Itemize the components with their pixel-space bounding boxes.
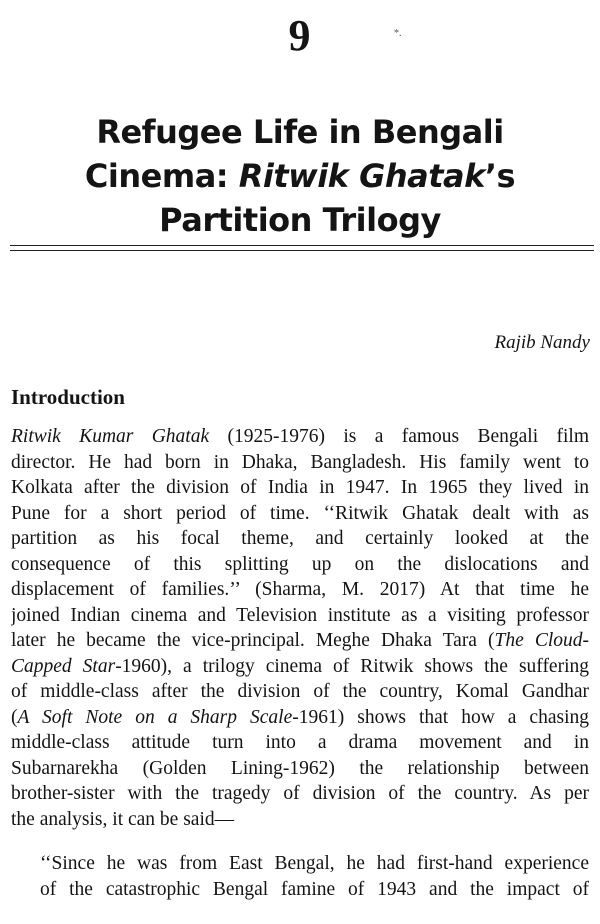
paragraph-line: partition as his focal theme, and certainly looked at the — [11, 528, 589, 549]
paragraph-line: Subarnarekha (Golden Lining-1962) the relationship between — [11, 757, 589, 779]
quote-line: of the catastrophic Bengal famine of 1943 and the impact of — [40, 879, 589, 900]
title-line-1: Refugee Life in Bengali — [96, 113, 504, 151]
paragraph-line: of middle-class after the division of the country, Komal Gandhar — [11, 681, 589, 702]
paragraph-line: the analysis, it can be said— — [11, 808, 235, 830]
print-speck: *. — [394, 28, 402, 39]
paragraph-line: Ritwik Kumar Ghatak (1925-1976) is a famous Bengali film — [11, 426, 589, 447]
chapter-number: 9 — [288, 11, 312, 60]
section-heading: Introduction — [11, 385, 125, 409]
title-line-2: Cinema: Ritwik Ghatak’s — [84, 157, 516, 195]
title-italic-name: Ritwik Ghatak — [238, 157, 485, 195]
chapter-title — [0, 110, 600, 242]
paragraph-line: joined Indian cinema and Television institute as a visiting professor — [11, 604, 589, 626]
quote-line: ‘‘Since he was from East Bengal, he had first-hand experience — [40, 853, 589, 874]
paragraph-line: Pune for a short period of time. ‘‘Ritwik Ghatak dealt with as — [11, 502, 589, 524]
title-rule-top — [10, 245, 594, 246]
title-rule-bottom — [10, 250, 594, 251]
paragraph-line: Capped Star-1960), a trilogy cinema of Ritwik shows the suffering — [11, 655, 589, 677]
paragraph-line: later he became the vice-principal. Meghe Dhaka Tara (The Cloud- — [11, 630, 589, 651]
paragraph-line: displacement of families.’’ (Sharma, M. 2017) At that time he — [11, 579, 589, 600]
paragraph-line: middle-class attitude turn into a drama movement and in — [11, 732, 589, 753]
title-line-3: Partition Trilogy — [159, 201, 441, 239]
paragraph-line: (A Soft Note on a Sharp Scale-1961) shows that how a chasing — [11, 706, 589, 728]
block-quote — [40, 851, 589, 903]
author-name: Rajib Nandy — [494, 332, 590, 353]
paragraph-line: Kolkata after the division of India in 1947. In 1965 they lived in — [11, 477, 589, 498]
paragraph-line: consequence of this splitting up on the dislocations and — [11, 553, 589, 575]
paragraph-line: director. He had born in Dhaka, Bangladesh. His family went to — [11, 451, 589, 473]
intro-paragraph — [11, 424, 589, 832]
paragraph-line: brother-sister with the tragedy of division of the country. As per — [11, 783, 589, 804]
